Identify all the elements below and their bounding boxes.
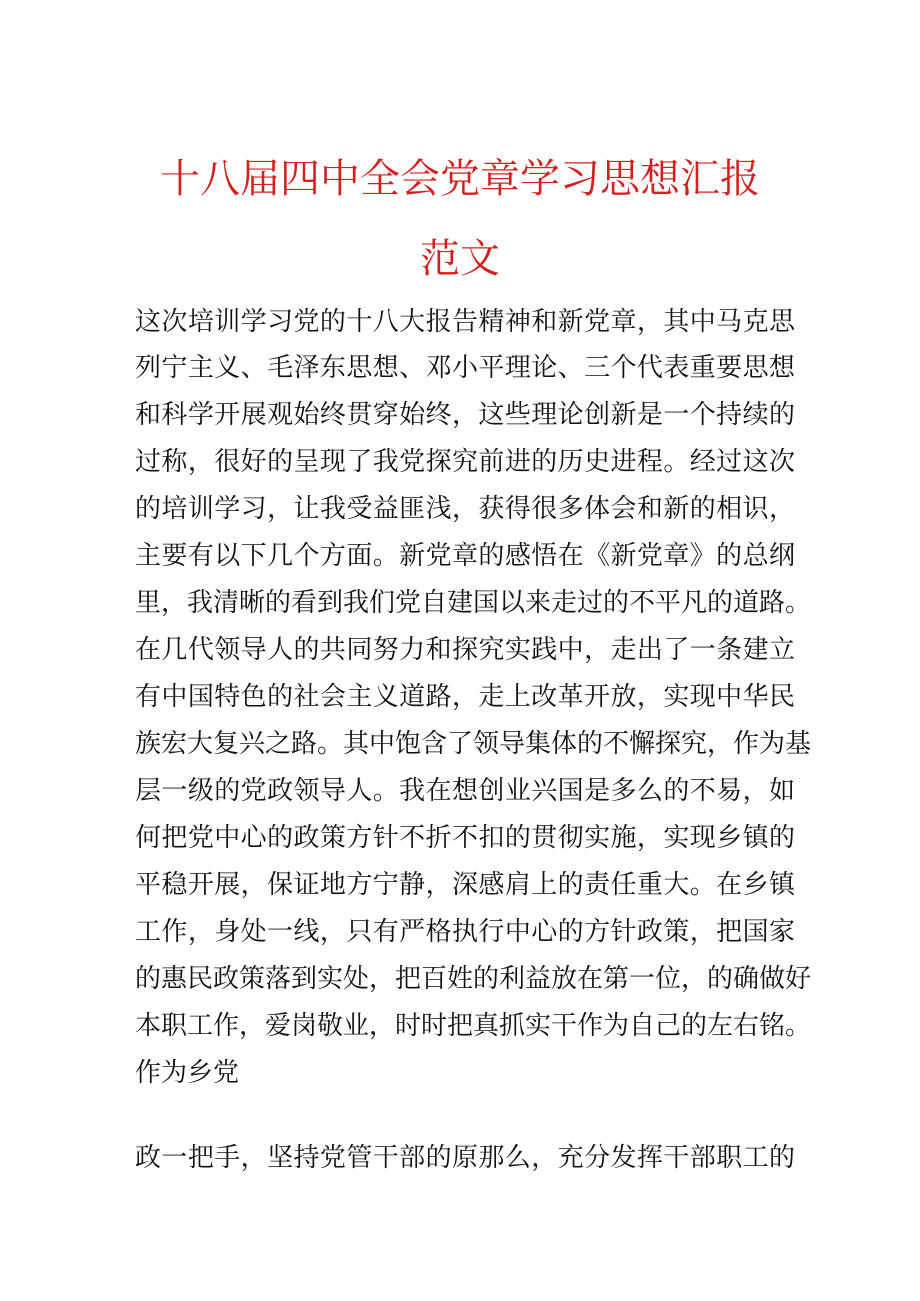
- document-title-line-2: 范文: [420, 236, 500, 282]
- body-line: 平稳开展，保证地方宁静，深感肩上的责任重大。在乡镇: [135, 870, 795, 900]
- body-line: 政一把手，坚持党管干部的原那么，充分发挥干部职工的: [135, 1143, 795, 1173]
- body-line: 层一级的党政领导人。我在想创业兴国是多么的不易，如: [135, 776, 795, 806]
- body-line: 主要有以下几个方面。新党章的感悟在《新党章》的总纲: [135, 541, 795, 571]
- body-line: 里，我清晰的看到我们党自建国以来走过的不平凡的道路。: [135, 588, 812, 618]
- body-line: 这次培训学习党的十八大报告精神和新党章，其中马克思: [135, 307, 795, 337]
- body-line: 作为乡党: [135, 1058, 240, 1088]
- body-line: 的培训学习，让我受益匪浅，获得很多体会和新的相识，: [135, 494, 795, 524]
- body-line: 列宁主义、毛泽东思想、邓小平理论、三个代表重要思想: [135, 353, 795, 383]
- body-line: 过称，很好的呈现了我党探究前进的历史进程。经过这次: [135, 447, 795, 477]
- document-title-line-1: 十八届四中全会党章学习思想汇报: [160, 156, 760, 202]
- body-line: 和科学开展观始终贯穿始终，这些理论创新是一个持续的: [135, 400, 795, 430]
- body-line: 何把党中心的政策方针不折不扣的贯彻实施，实现乡镇的: [135, 823, 795, 853]
- body-line: 本职工作，爱岗敬业，时时把真抓实干作为自己的左右铭。: [135, 1011, 812, 1041]
- body-line: 工作，身处一线，只有严格执行中心的方针政策，把国家: [135, 917, 795, 947]
- body-line: 的惠民政策落到实处，把百姓的利益放在第一位，的确做好: [135, 964, 812, 994]
- body-line: 有中国特色的社会主义道路，走上改革开放，实现中华民: [135, 682, 795, 712]
- body-line: 在几代领导人的共同努力和探究实践中，走出了一条建立: [135, 635, 795, 665]
- body-line: 族宏大复兴之路。其中饱含了领导集体的不懈探究，作为基: [135, 729, 812, 759]
